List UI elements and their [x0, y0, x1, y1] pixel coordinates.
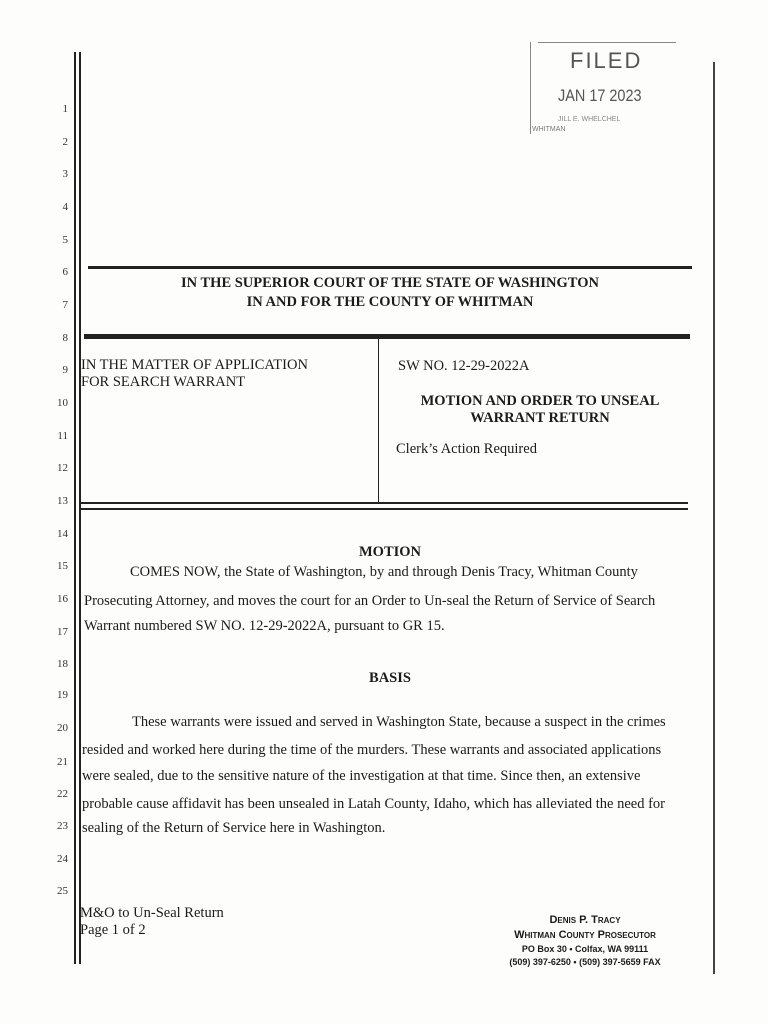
stamp-county: WHITMAN: [532, 126, 566, 133]
stamp-clerk: JILL E. WHELCHEL: [558, 116, 621, 123]
line-number: 10: [57, 397, 68, 409]
basis-heading: BASIS: [369, 670, 411, 686]
line-number: 15: [57, 560, 68, 572]
stamp-filed: FILED: [570, 48, 643, 73]
right-margin-line: [713, 62, 715, 974]
caption-bottom-rule: [80, 502, 688, 504]
line-number: 18: [57, 658, 68, 670]
basis-line-5: sealing of the Return of Service here in Washington.: [82, 820, 386, 836]
line-number: 13: [57, 495, 68, 507]
line-number: 9: [62, 364, 68, 376]
line-number: 7: [62, 299, 68, 311]
prosecutor-phone: (509) 397-6250 • (509) 397-5659 FAX: [509, 957, 661, 967]
caption-divider: [378, 339, 379, 503]
line-number: 2: [62, 136, 68, 148]
footer-doc-title: M&O to Un-Seal Return: [80, 905, 224, 921]
prosecutor-name: Denis P. Tracy: [549, 914, 621, 926]
footer-page-number: Page 1 of 2: [80, 922, 146, 938]
line-number: 21: [57, 756, 68, 768]
caption-top-rule: [84, 334, 690, 339]
stamp-date: JAN 17 2023: [558, 86, 642, 105]
basis-line-4: probable cause affidavit has been unsealed in Latah County, Idaho, which has alleviated the need for: [82, 796, 666, 812]
line-number: 6: [62, 266, 68, 278]
prosecutor-address: PO Box 30 • Colfax, WA 99111: [521, 944, 649, 954]
line-number: 4: [62, 201, 68, 213]
line-number: 5: [62, 234, 68, 246]
line-number: 23: [57, 820, 68, 832]
court-county: IN AND FOR THE COUNTY OF WHITMAN: [246, 294, 534, 310]
court-name: IN THE SUPERIOR COURT OF THE STATE OF WASHINGTON: [181, 275, 599, 291]
line-number: 19: [57, 689, 68, 701]
caption-bottom-rule-2: [80, 508, 688, 510]
matter-line-1: IN THE MATTER OF APPLICATION: [81, 357, 308, 373]
line-number: 8: [62, 332, 68, 344]
document-title-line-2: WARRANT RETURN: [470, 410, 610, 426]
motion-line-2: Prosecuting Attorney, and moves the court for an Order to Un-seal the Return of Service of Search: [84, 593, 656, 609]
motion-line-1: COMES NOW, the State of Washington, by and through Denis Tracy, Whitman County: [130, 564, 638, 580]
clerk-action: Clerk’s Action Required: [396, 441, 537, 457]
prosecutor-office: Whitman County Prosecutor: [514, 929, 656, 941]
basis-line-2: resided and worked here during the time of the murders. These warrants and associated applications: [82, 742, 662, 758]
document-title-line-1: MOTION AND ORDER TO UNSEAL: [420, 393, 660, 409]
line-number: 12: [57, 462, 68, 474]
line-number: 24: [57, 853, 68, 865]
court-heading-top-rule: [88, 266, 692, 269]
line-number: 17: [57, 626, 68, 638]
matter-line-2: FOR SEARCH WARRANT: [81, 374, 246, 390]
motion-line-3: Warrant numbered SW NO. 12-29-2022A, pursuant to GR 15.: [84, 618, 445, 634]
line-number: 16: [57, 593, 68, 605]
line-number: 3: [62, 168, 68, 180]
basis-line-1: These warrants were issued and served in Washington State, because a suspect in the crimes: [132, 714, 666, 730]
sw-number: SW NO. 12-29-2022A: [398, 358, 530, 374]
line-number: 22: [57, 788, 68, 800]
line-number: 25: [57, 885, 68, 897]
line-number: 14: [57, 528, 68, 540]
basis-line-3: were sealed, due to the sensitive nature of the investigation at that time. Since then, an extensive: [82, 768, 641, 784]
motion-heading: MOTION: [358, 544, 422, 560]
filed-stamp: [530, 42, 680, 142]
line-number: 20: [57, 722, 68, 734]
line-number: 11: [57, 430, 68, 442]
line-number: 1: [62, 103, 68, 115]
left-margin-line-outer: [74, 52, 76, 964]
